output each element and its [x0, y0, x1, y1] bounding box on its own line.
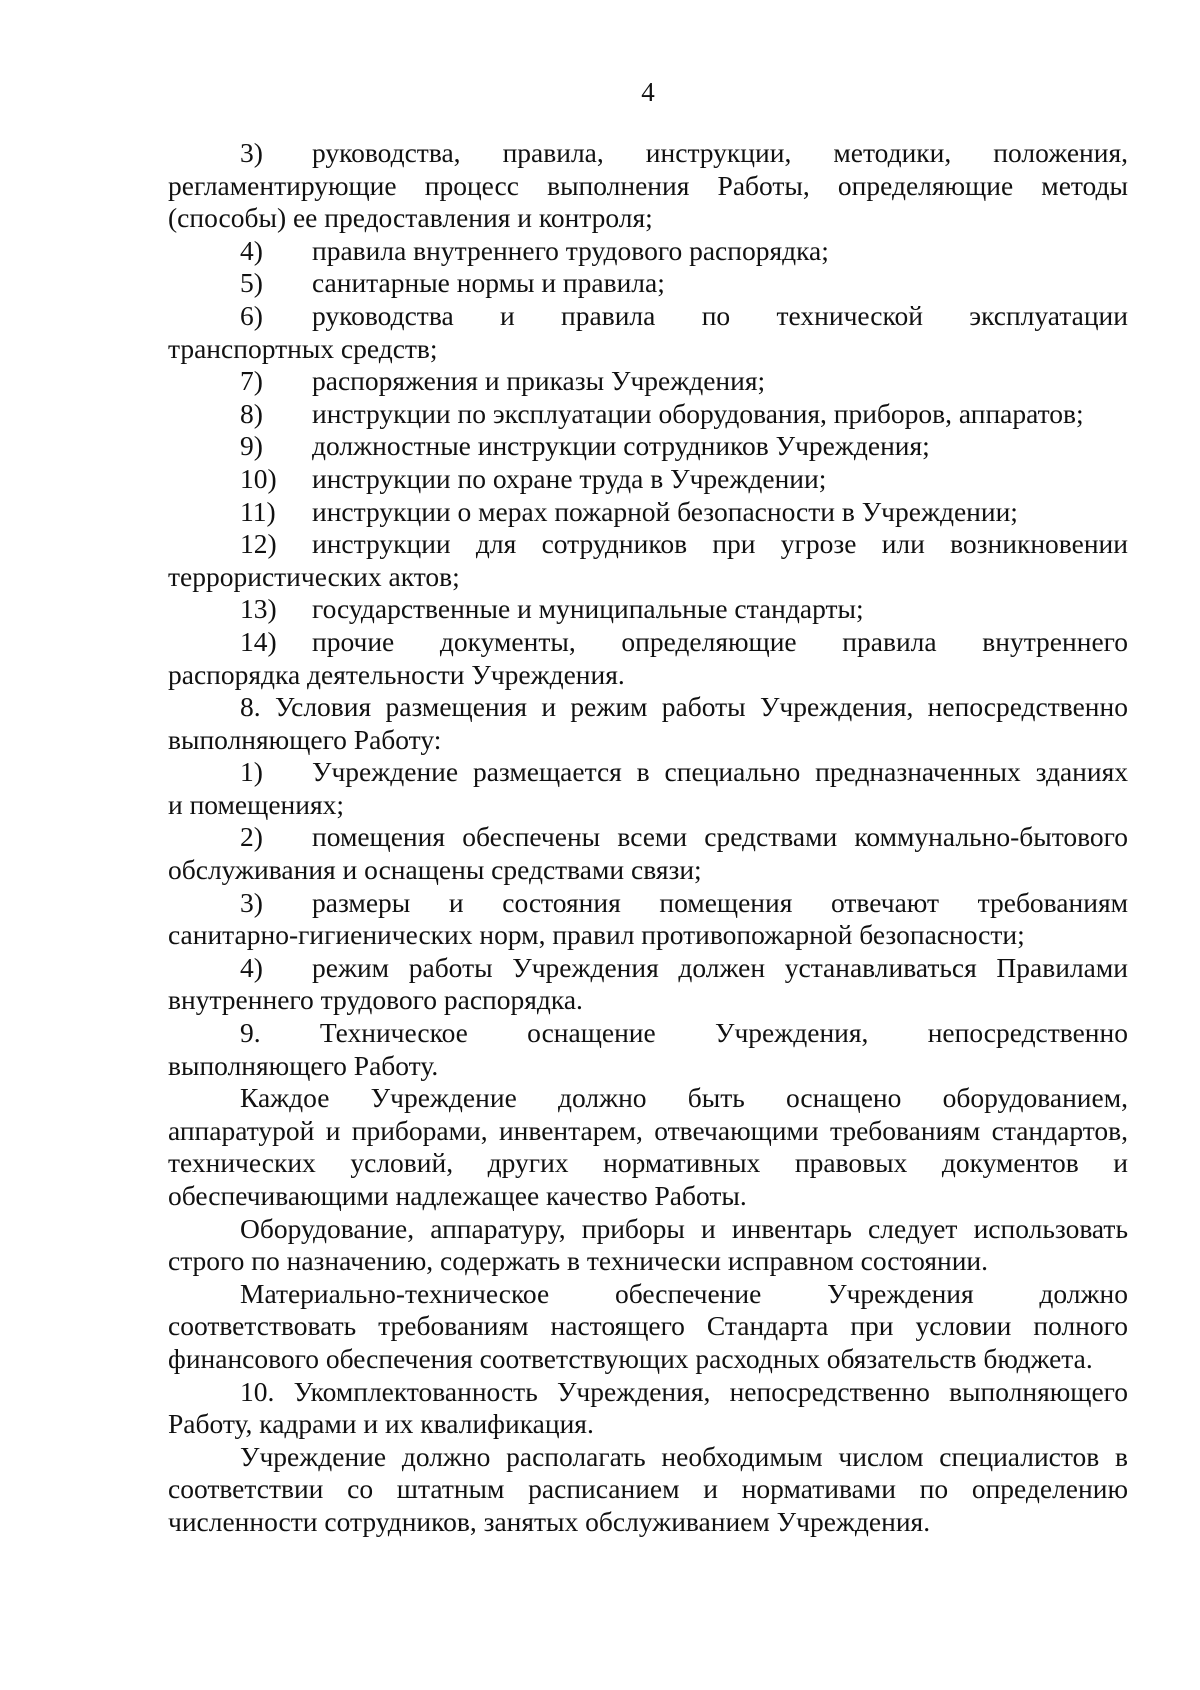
list-item-text: инструкции по эксплуатации оборудования, приборов, аппаратов; [312, 397, 1084, 429]
list-item-continuation: террористических актов; [168, 560, 460, 592]
list-item-12 [168, 528, 1128, 561]
section-8-item-1 [168, 756, 1128, 789]
section-9-paragraph-1 [168, 1082, 1128, 1212]
list-item-number: 7) [240, 365, 263, 397]
list-item-continuation: распорядка деятельности Учреждения. [168, 658, 625, 690]
list-item-number: 6) [240, 299, 263, 331]
list-item-text: инструкции для сотрудников при угрозе или возникновении [312, 528, 1128, 560]
list-item-8 [168, 398, 1128, 431]
paragraph-continuation: строго по назначению, содержать в технически исправном состоянии. [168, 1245, 989, 1277]
list-item-7 [168, 365, 1128, 398]
list-item-text: размеры и состояния помещения отвечают требованиям [312, 886, 1128, 918]
list-item-text: инструкции о мерах пожарной безопасности в Учреждении; [312, 495, 1018, 527]
page-number: 4 [641, 77, 655, 107]
section-heading-continuation: Работу, кадрами и их квалификация. [168, 1408, 594, 1440]
section-10-paragraph-1 [168, 1441, 1128, 1539]
list-item-number: 11) [240, 495, 276, 527]
section-heading-line: 8. Условия размещения и режим работы Учреждения, непосредственно [240, 691, 1128, 723]
list-item-number: 8) [240, 397, 263, 429]
section-heading-continuation: выполняющего Работу: [168, 723, 442, 755]
paragraph-first-line: Учреждение должно располагать необходимым числом специалистов в [240, 1440, 1128, 1472]
list-item-continuation: регламентирующие процесс выполнения Работы, определяющие методы (способы) ее предоставления и контроля; [168, 169, 1128, 234]
list-item-continuation: санитарно-гигиенических норм, правил противопожарной безопасности; [168, 919, 1025, 951]
section-9-heading [168, 1017, 1128, 1082]
paragraph-first-line: Оборудование, аппаратуру, приборы и инвентарь следует использовать [240, 1212, 1128, 1244]
list-item-text: помещения обеспечены всеми средствами коммунально-бытового [312, 821, 1128, 853]
section-heading-line: 9. Техническое оснащение Учреждения, непосредственно [240, 1017, 1128, 1049]
list-item-14 [168, 626, 1128, 659]
list-item-5 [168, 267, 1128, 300]
list-item-number: 13) [240, 593, 277, 625]
list-item-text: руководства и правила по технической эксплуатации [312, 299, 1128, 331]
list-item-13 [168, 593, 1128, 626]
list-item-text: распоряжения и приказы Учреждения; [312, 365, 766, 397]
list-item-number: 3) [240, 137, 263, 168]
list-item-number: 4) [240, 234, 263, 266]
list-item-number: 4) [240, 951, 263, 983]
list-item-number: 9) [240, 430, 263, 462]
list-item-number: 1) [240, 756, 263, 788]
list-item-text: прочие документы, определяющие правила внутреннего [312, 625, 1128, 657]
section-8-heading [168, 691, 1128, 756]
paragraph-continuation: аппаратурой и приборами, инвентарем, отвечающими требованиям стандартов, технических условий, других нормативных правовых документов и обеспечивающими надлежащее качество Работы. [168, 1114, 1128, 1211]
paragraph-continuation: соответствии со штатным расписанием и нормативами по определению численности сотрудников, занятых обслуживанием Учреждения. [168, 1473, 1128, 1537]
list-item-text: инструкции по охране труда в Учреждении; [312, 462, 827, 494]
list-item-3 [168, 137, 1128, 170]
section-9-paragraph-3 [168, 1278, 1128, 1376]
section-10-heading [168, 1376, 1128, 1441]
list-item-10 [168, 463, 1128, 496]
paragraph-continuation: соответствовать требованиям настоящего Стандарта при условии полного финансового обеспечения соответствующих расходных обязательств бюджета. [168, 1310, 1128, 1374]
section-8-item-2 [168, 821, 1128, 854]
list-item-number: 12) [240, 528, 277, 560]
list-item-text: режим работы Учреждения должен устанавливаться Правилами [312, 951, 1128, 983]
list-item-number: 3) [240, 886, 263, 918]
list-item-text: государственные и муниципальные стандарты; [312, 593, 864, 625]
list-item-number: 10) [240, 462, 277, 494]
list-item-text: руководства, правила, инструкции, методики, положения, [312, 137, 1128, 168]
list-item-continuation: и помещениях; [168, 788, 344, 820]
list-item-continuation: внутреннего трудового распорядка. [168, 984, 583, 1016]
list-item-4 [168, 235, 1128, 268]
document-body [168, 137, 1128, 1539]
paragraph-first-line: Каждое Учреждение должно быть оснащено оборудованием, [240, 1082, 1128, 1114]
list-item-9 [168, 430, 1128, 463]
list-item-text: должностные инструкции сотрудников Учреждения; [312, 430, 930, 462]
list-item-number: 14) [240, 625, 277, 657]
section-heading-continuation: выполняющего Работу. [168, 1049, 439, 1081]
section-8-item-3 [168, 887, 1128, 920]
list-item-text: санитарные нормы и правила; [312, 267, 665, 299]
list-item-11 [168, 496, 1128, 529]
list-item-6 [168, 300, 1128, 333]
list-item-text: правила внутреннего трудового распорядка; [312, 234, 829, 266]
section-heading-line: 10. Укомплектованность Учреждения, непосредственно выполняющего [240, 1375, 1128, 1407]
list-item-continuation: обслуживания и оснащены средствами связи; [168, 854, 702, 886]
list-item-text: Учреждение размещается в специально предназначенных зданиях [312, 756, 1128, 788]
list-item-number: 5) [240, 267, 263, 299]
paragraph-first-line: Материально-техническое обеспечение Учреждения должно [240, 1277, 1128, 1309]
section-9-paragraph-2 [168, 1213, 1128, 1278]
section-8-item-4 [168, 952, 1128, 985]
list-item-number: 2) [240, 821, 263, 853]
list-item-continuation: транспортных средств; [168, 332, 438, 364]
